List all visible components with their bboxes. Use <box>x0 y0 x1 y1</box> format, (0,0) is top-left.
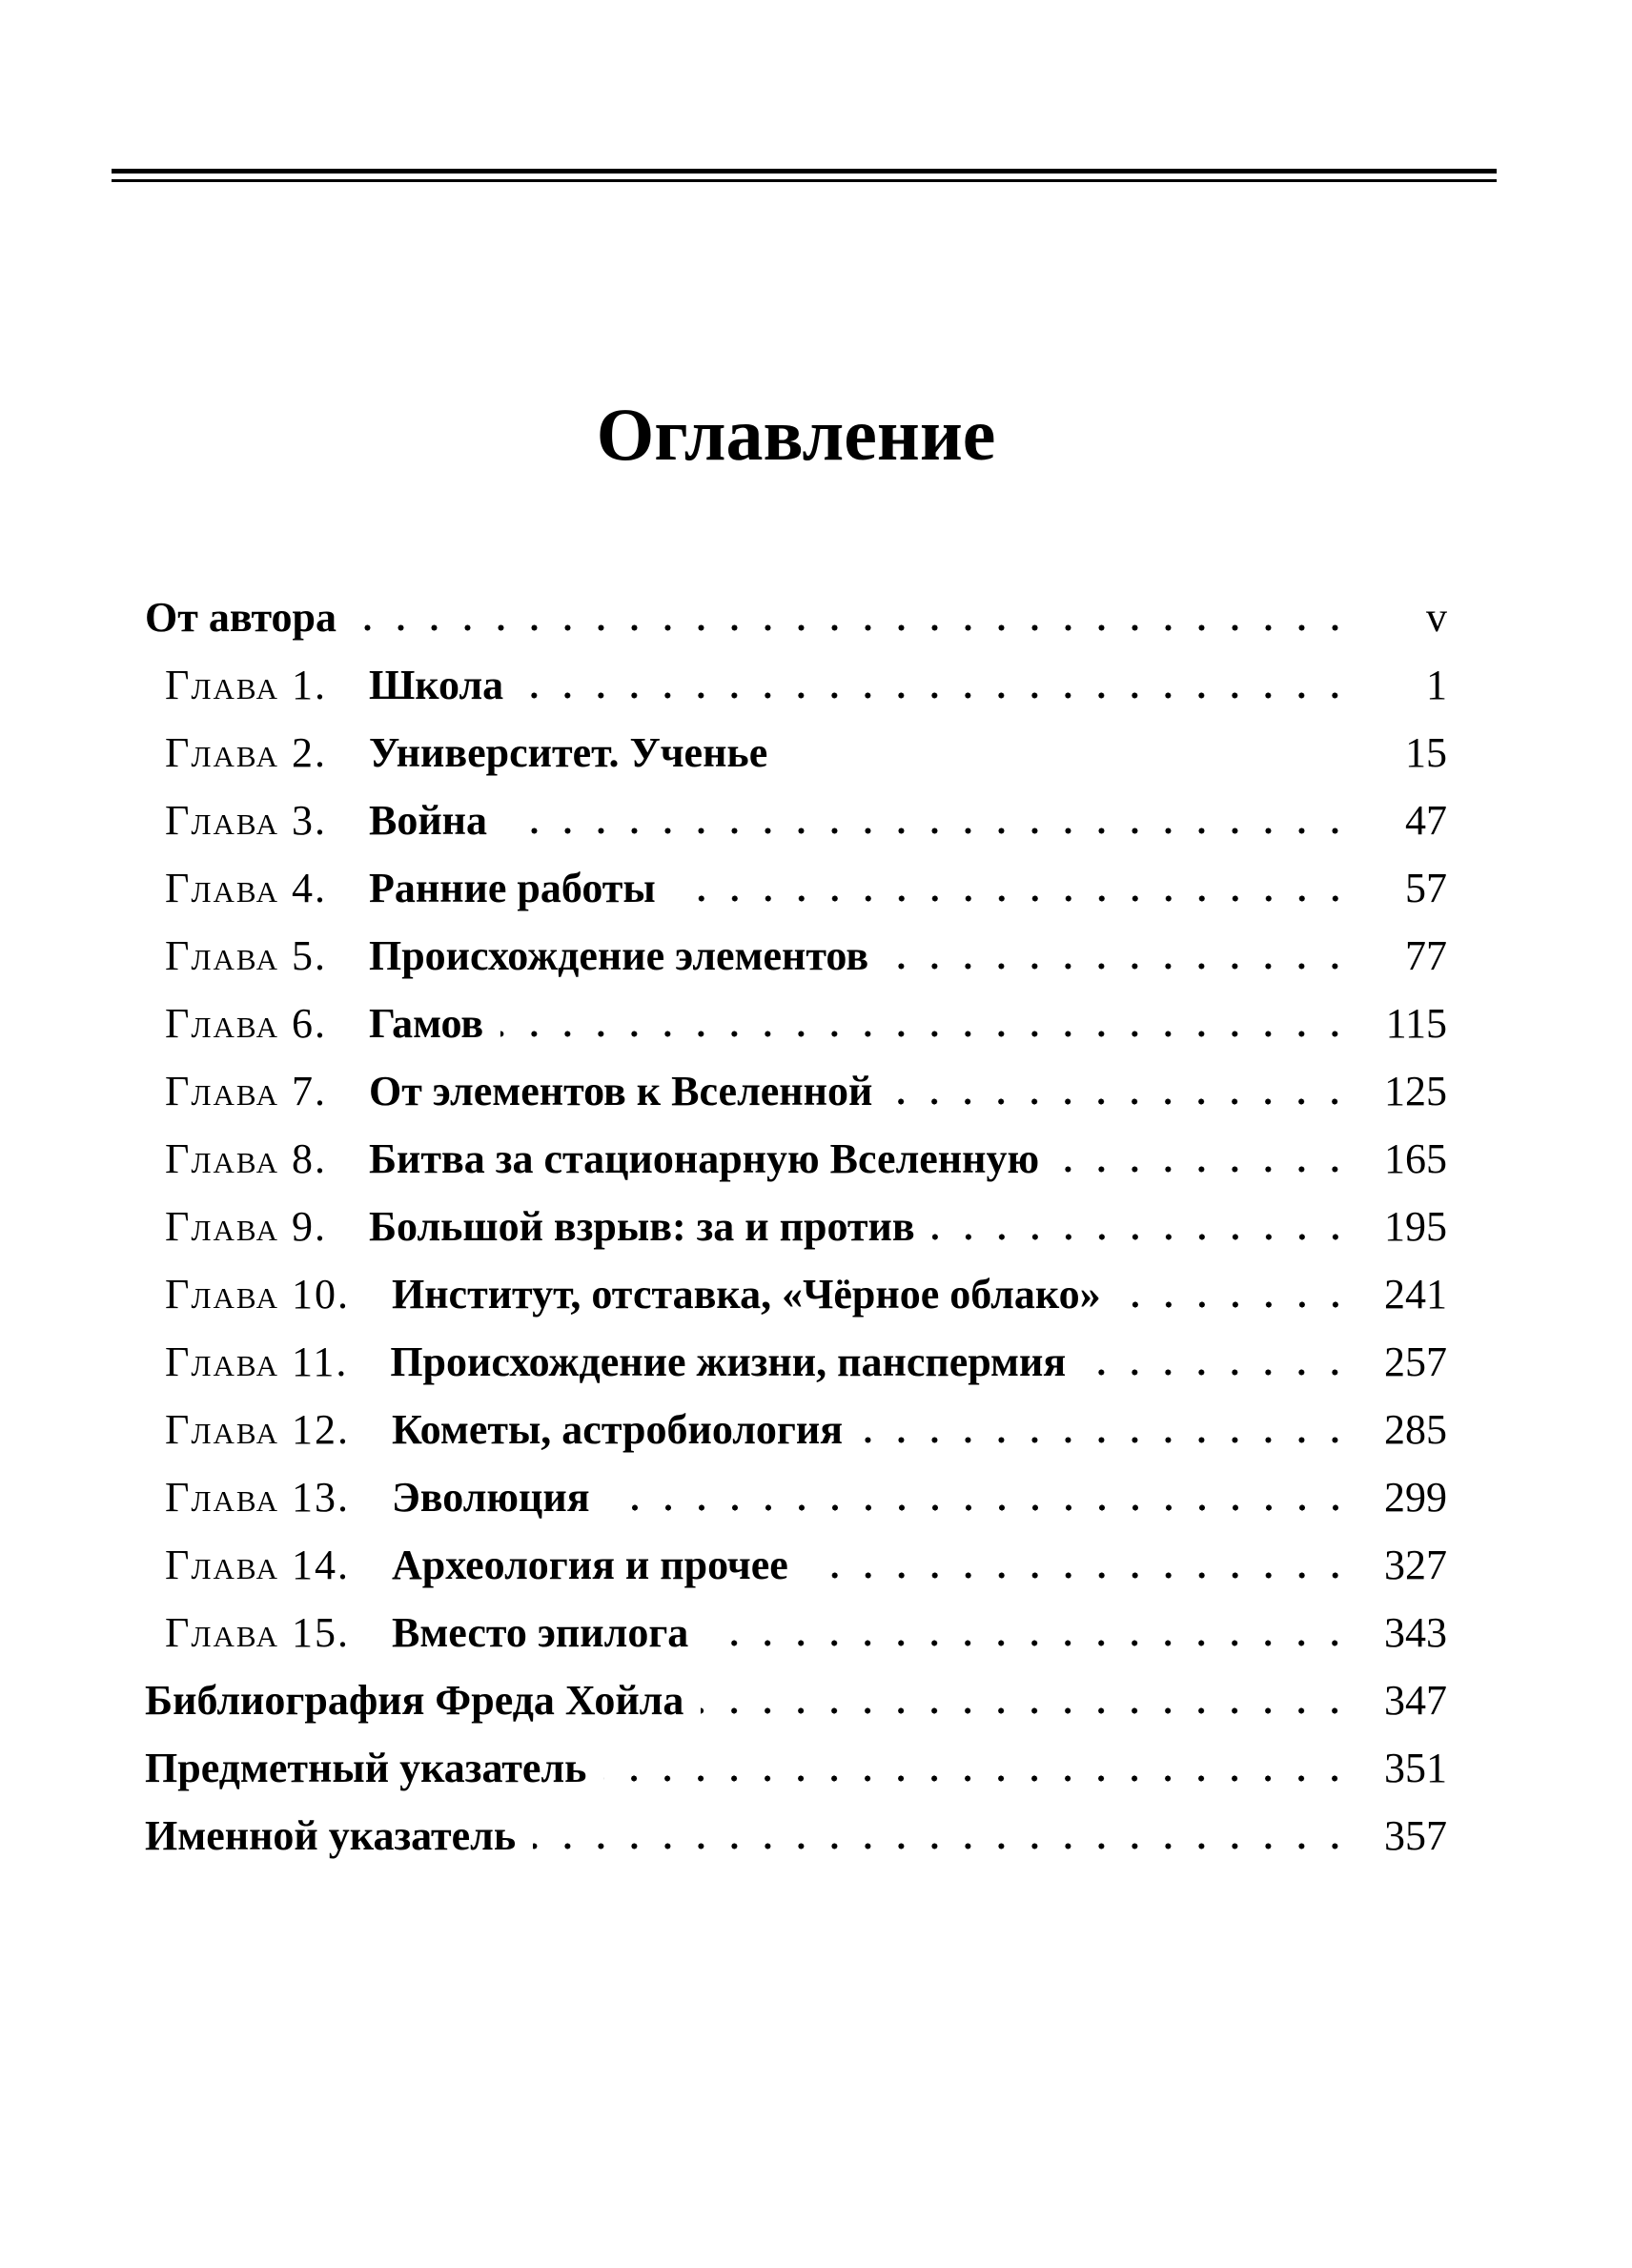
entry-title: Гамов <box>368 1000 484 1047</box>
entry-label: Глава 13. <box>165 1474 350 1521</box>
toc-entry <box>145 1666 1447 1734</box>
entry-title: Школа <box>368 662 504 708</box>
entry-page: 1 <box>1426 662 1447 708</box>
entry-page: 15 <box>1405 729 1447 776</box>
dot-leader <box>504 828 1354 834</box>
entry-title: Происхождение элементов <box>368 932 869 979</box>
entry-page: 125 <box>1384 1068 1447 1114</box>
entry-page: 165 <box>1384 1135 1447 1182</box>
entry-label: Глава 1. <box>165 662 327 708</box>
entry-label: Глава 7. <box>165 1068 327 1114</box>
dot-leader <box>889 1098 1354 1105</box>
entry-title: Ранние работы <box>368 865 656 911</box>
entry-label: Библиография Фреда Хойла <box>145 1677 684 1724</box>
entry-label: Глава 3. <box>165 797 327 844</box>
entry-title: Университет. Ученье <box>368 729 768 776</box>
entry-title: Археология и прочее <box>391 1542 788 1588</box>
entry-page: 285 <box>1384 1406 1447 1453</box>
entry-label: Глава 8. <box>165 1135 327 1182</box>
dot-leader <box>500 1031 1354 1037</box>
entry-title: От элементов к Вселенной <box>368 1068 873 1114</box>
entry-label: Глава 9. <box>165 1203 327 1250</box>
entry-title: Большой взрыв: за и против <box>368 1203 915 1250</box>
entry-label: Глава 4. <box>165 865 327 911</box>
entry-title: Битва за стационарную Вселенную <box>368 1135 1040 1182</box>
dot-leader <box>932 1234 1354 1240</box>
dot-leader <box>785 760 1354 766</box>
entry-page: 57 <box>1405 865 1447 911</box>
dot-leader <box>1056 1166 1354 1173</box>
toc-entry <box>145 1734 1447 1802</box>
entry-title: Вместо эпилога <box>391 1609 689 1656</box>
toc-entry <box>145 1396 1447 1463</box>
dot-leader <box>806 1572 1354 1579</box>
toc-entry <box>145 1463 1447 1531</box>
double-rule <box>112 169 1497 182</box>
entry-label: Глава 5. <box>165 932 327 979</box>
dot-leader <box>354 624 1354 631</box>
dot-leader <box>1118 1301 1354 1308</box>
entry-label: Глава 11. <box>165 1338 349 1385</box>
entry-title: Происхождение жизни, панспермия <box>390 1338 1067 1385</box>
toc-entry <box>145 1193 1447 1260</box>
entry-page: 195 <box>1384 1203 1447 1250</box>
entry-label: Глава 10. <box>165 1271 350 1318</box>
entry-page: 343 <box>1384 1609 1447 1656</box>
entry-label: Глава 15. <box>165 1609 350 1656</box>
toc-entry <box>145 1057 1447 1125</box>
entry-page: 351 <box>1384 1745 1447 1791</box>
toc-entry <box>145 719 1447 787</box>
dot-leader <box>701 1707 1354 1714</box>
toc-entry <box>145 1802 1447 1870</box>
dot-leader <box>705 1640 1354 1646</box>
entry-title: Эволюция <box>391 1474 590 1521</box>
entry-page: v <box>1426 594 1447 641</box>
toc-entry <box>145 1260 1447 1328</box>
toc-entry <box>145 854 1447 922</box>
dot-leader <box>603 1775 1354 1782</box>
entry-label: Предметный указатель <box>145 1745 587 1791</box>
entry-page: 115 <box>1385 1000 1447 1047</box>
entry-title: Война <box>368 797 488 844</box>
entry-page: 357 <box>1384 1812 1447 1859</box>
entry-page: 257 <box>1384 1338 1447 1385</box>
toc-entry <box>145 1328 1447 1396</box>
dot-leader <box>673 895 1354 902</box>
entry-label: Глава 2. <box>165 729 327 776</box>
toc-entry <box>145 787 1447 854</box>
entry-page: 77 <box>1405 932 1447 979</box>
entry-page: 299 <box>1384 1474 1447 1521</box>
entry-label: Глава 12. <box>165 1406 350 1453</box>
toc-entry <box>145 583 1447 651</box>
toc-entry <box>145 1531 1447 1599</box>
entry-label: Глава 6. <box>165 1000 327 1047</box>
dot-leader <box>886 963 1354 970</box>
entry-label: Именной указатель <box>145 1812 517 1859</box>
dot-leader <box>520 692 1354 699</box>
entry-label: Глава 14. <box>165 1542 350 1588</box>
dot-leader <box>1083 1369 1354 1376</box>
entry-title: Институт, отставка, «Чёрное облако» <box>391 1271 1101 1318</box>
entry-page: 241 <box>1384 1271 1447 1318</box>
entry-page: 327 <box>1384 1542 1447 1588</box>
dot-leader <box>533 1843 1354 1849</box>
entry-title: Кометы, астробиология <box>391 1406 844 1453</box>
dot-leader <box>607 1504 1354 1511</box>
toc-entry <box>145 990 1447 1057</box>
toc-entry <box>145 651 1447 719</box>
entry-page: 347 <box>1384 1677 1447 1724</box>
dot-leader <box>860 1437 1354 1443</box>
toc-entry <box>145 1125 1447 1193</box>
toc-entry <box>145 1599 1447 1666</box>
entry-label: От автора <box>145 594 337 641</box>
toc-title: Оглавление <box>596 393 996 477</box>
toc-entry <box>145 922 1447 990</box>
toc-list <box>145 583 1447 1870</box>
entry-page: 47 <box>1405 797 1447 844</box>
